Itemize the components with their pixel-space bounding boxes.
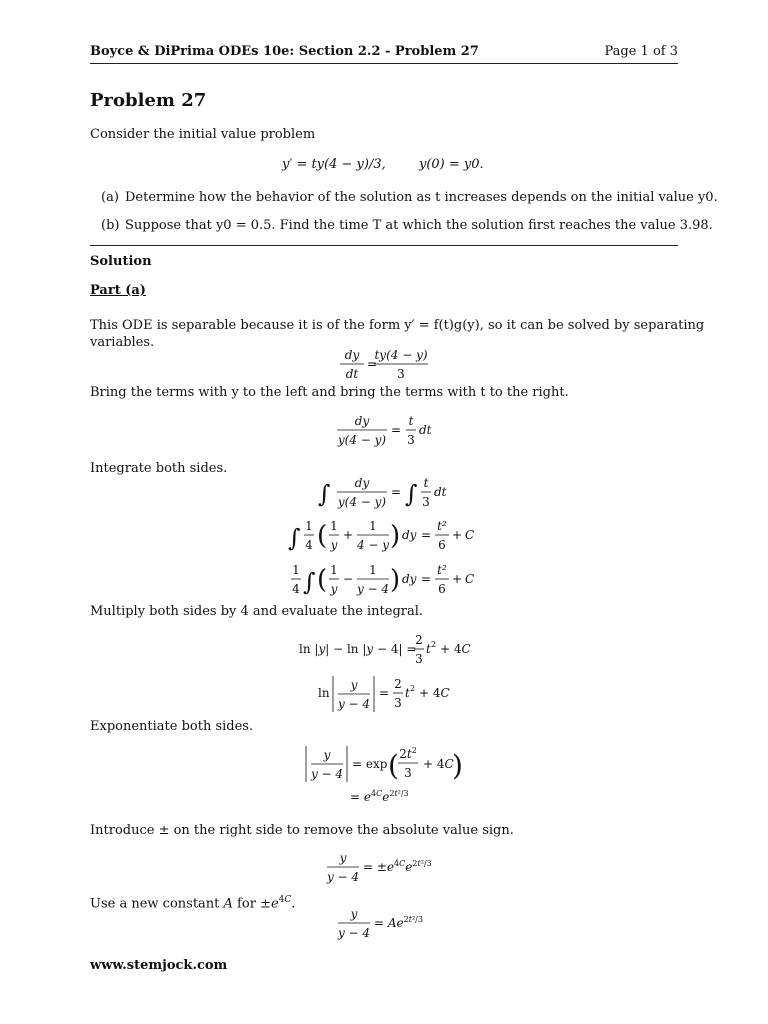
- svg-text:): ): [452, 749, 463, 782]
- svg-text:=: =: [421, 528, 432, 542]
- svg-text:+ 4C: + 4C: [419, 686, 450, 700]
- svg-text:y − 4: y − 4: [310, 767, 344, 781]
- svg-text:+: +: [343, 528, 354, 542]
- paragraph-separate: Bring the terms with y to the left and bring the terms with t to the right.: [90, 385, 569, 400]
- svg-text:1: 1: [305, 519, 313, 533]
- svg-text:t: t: [423, 476, 429, 490]
- svg-text:ty(4 − y): ty(4 − y): [374, 348, 428, 362]
- svg-text:+ 4C: + 4C: [423, 757, 454, 771]
- svg-text:C: C: [465, 528, 475, 542]
- svg-text:dy: dy: [344, 348, 360, 362]
- svg-text:∫: ∫: [318, 480, 331, 508]
- svg-text:dy: dy: [402, 528, 417, 542]
- svg-text:): ): [390, 565, 401, 595]
- part-b-label: (b): [101, 218, 120, 233]
- svg-text:C: C: [465, 572, 475, 586]
- svg-text:dt: dt: [419, 423, 432, 437]
- footer-url[interactable]: www.stemjock.com: [90, 958, 228, 973]
- svg-text:=: =: [367, 357, 378, 371]
- svg-text:4: 4: [292, 582, 300, 596]
- equation-exponentiated: [0, 742, 768, 806]
- svg-text:2: 2: [431, 640, 437, 649]
- svg-text:y − 4: y − 4: [326, 870, 360, 884]
- svg-text:1: 1: [369, 519, 377, 533]
- paragraph-separable: This ODE is separable because it is of the form y′ = f(t)g(y), so it can be solved by separating: [90, 318, 705, 333]
- svg-text:+: +: [452, 528, 463, 542]
- svg-text:y: y: [323, 748, 331, 762]
- svg-text:4: 4: [305, 538, 313, 552]
- part-a-label: (a): [101, 190, 119, 205]
- equation-final: [0, 902, 768, 944]
- svg-text:y: y: [350, 678, 358, 692]
- svg-text:= ±e4Ce2t²/3: = $\pm e^{4C}e^{2t^2/3}$: [363, 859, 432, 874]
- svg-text:y: y: [330, 538, 338, 552]
- svg-text:y − 4: y − 4: [337, 697, 371, 711]
- svg-text:y − 4: y − 4: [356, 582, 390, 596]
- svg-text:y: y: [350, 907, 358, 921]
- initial-condition: y(0) = y0.: [419, 157, 484, 172]
- svg-text:−: −: [343, 572, 354, 586]
- svg-text:ln |y| − ln |y − 4| =: ln |y| − ln |y − 4| =: [299, 642, 417, 656]
- svg-text:∫: ∫: [405, 480, 418, 508]
- paragraph-multiply: Multiply both sides by 4 and evaluate the integral.: [90, 604, 424, 619]
- paragraph-integrate: Integrate both sides.: [90, 461, 228, 476]
- svg-text:∫: ∫: [303, 568, 316, 596]
- svg-text:t²: t²: [437, 519, 447, 533]
- paragraph-separable-cont: variables.: [90, 335, 155, 350]
- equation-dydt: [0, 344, 768, 384]
- svg-text:=: =: [421, 572, 432, 586]
- svg-text:= exp: = exp: [352, 757, 388, 771]
- header-rule: [90, 63, 678, 64]
- equation-plus-minus: [0, 846, 768, 888]
- running-header-title: Boyce & DiPrima ODEs 10e: Section 2.2 - Problem 27: [90, 44, 479, 59]
- svg-text:3: 3: [394, 696, 402, 710]
- svg-text:= Ae2t²/3: = $Ae^{2t^2/3}$: [374, 915, 423, 930]
- svg-text:3: 3: [397, 367, 405, 381]
- part-a-text: Determine how the behavior of the solution as t increases depends on the initial value y0.: [125, 190, 718, 205]
- svg-text:1: 1: [330, 519, 338, 533]
- part-b-text: Suppose that y0 = 0.5. Find the time T at which the solution first reaches the value 3.98.: [125, 218, 713, 233]
- svg-text:t: t: [405, 686, 410, 700]
- svg-text:1: 1: [292, 563, 300, 577]
- svg-text:(: (: [317, 521, 328, 551]
- svg-text:4 − y: 4 − y: [356, 538, 390, 552]
- ode-equation: y′ = ty(4 − y)/3,: [282, 157, 386, 172]
- svg-text:2: 2: [415, 633, 423, 647]
- equation-partial-fractions-2: [0, 558, 768, 600]
- svg-text:6: 6: [438, 538, 446, 552]
- paragraph-new-constant: Use a new constant A for $\pm e^{4C}$.: [90, 895, 296, 912]
- section-rule: [90, 245, 678, 246]
- svg-text:(: (: [388, 749, 399, 782]
- svg-text:∫: ∫: [288, 524, 301, 552]
- problem-intro: Consider the initial value problem: [90, 127, 316, 142]
- svg-text:+: +: [452, 572, 463, 586]
- page-number: Page 1 of 3: [604, 44, 678, 59]
- svg-text:y(4 − y): y(4 − y): [337, 495, 387, 509]
- paragraph-exponentiate: Exponentiate both sides.: [90, 719, 254, 734]
- problem-title: Problem 27: [90, 90, 207, 111]
- svg-text:y(4 − y): y(4 − y): [337, 433, 387, 447]
- equation-partial-fractions: [0, 514, 768, 556]
- svg-text:3: 3: [422, 495, 430, 509]
- svg-text:): ): [390, 521, 401, 551]
- equation-ln-abs: [0, 672, 768, 716]
- svg-text:t: t: [408, 414, 414, 428]
- svg-text:y: y: [330, 582, 338, 596]
- svg-text:2: 2: [410, 684, 416, 693]
- solution-heading: Solution: [90, 254, 152, 269]
- svg-text:t²: t²: [437, 563, 447, 577]
- svg-text:+ 4C: + 4C: [440, 642, 471, 656]
- svg-text:= e4Ce2t²/3: = $e^{4C}e^{2t^2/3}$: [350, 789, 409, 804]
- svg-text:dt: dt: [345, 367, 359, 381]
- svg-text:t: t: [426, 642, 431, 656]
- svg-text:3: 3: [407, 433, 415, 447]
- svg-text:1: 1: [369, 563, 377, 577]
- svg-text:6: 6: [438, 582, 446, 596]
- svg-text:1: 1: [330, 563, 338, 577]
- svg-text:ln: ln: [318, 686, 330, 700]
- paragraph-plus-minus: Introduce ± on the right side to remove the absolute value sign.: [90, 823, 514, 838]
- svg-text:=: =: [391, 423, 402, 437]
- svg-text:=: =: [379, 686, 390, 700]
- svg-text:=: =: [391, 485, 402, 499]
- svg-text:dy: dy: [402, 572, 417, 586]
- svg-text:(: (: [317, 565, 328, 595]
- svg-text:dy: dy: [354, 414, 370, 428]
- svg-text:y: y: [339, 851, 347, 865]
- svg-text:y − 4: y − 4: [337, 926, 371, 940]
- equation-separated: [0, 410, 768, 450]
- svg-text:dy: dy: [354, 476, 370, 490]
- part-a-heading: Part (a): [90, 283, 146, 298]
- svg-text:2: 2: [394, 677, 402, 691]
- equation-ln: [0, 630, 768, 670]
- svg-text:dt: dt: [434, 485, 447, 499]
- svg-text:2t2: $2t^2$: [399, 746, 417, 761]
- equation-integral: [0, 472, 768, 512]
- svg-text:3: 3: [415, 652, 423, 666]
- svg-text:3: 3: [404, 766, 412, 780]
